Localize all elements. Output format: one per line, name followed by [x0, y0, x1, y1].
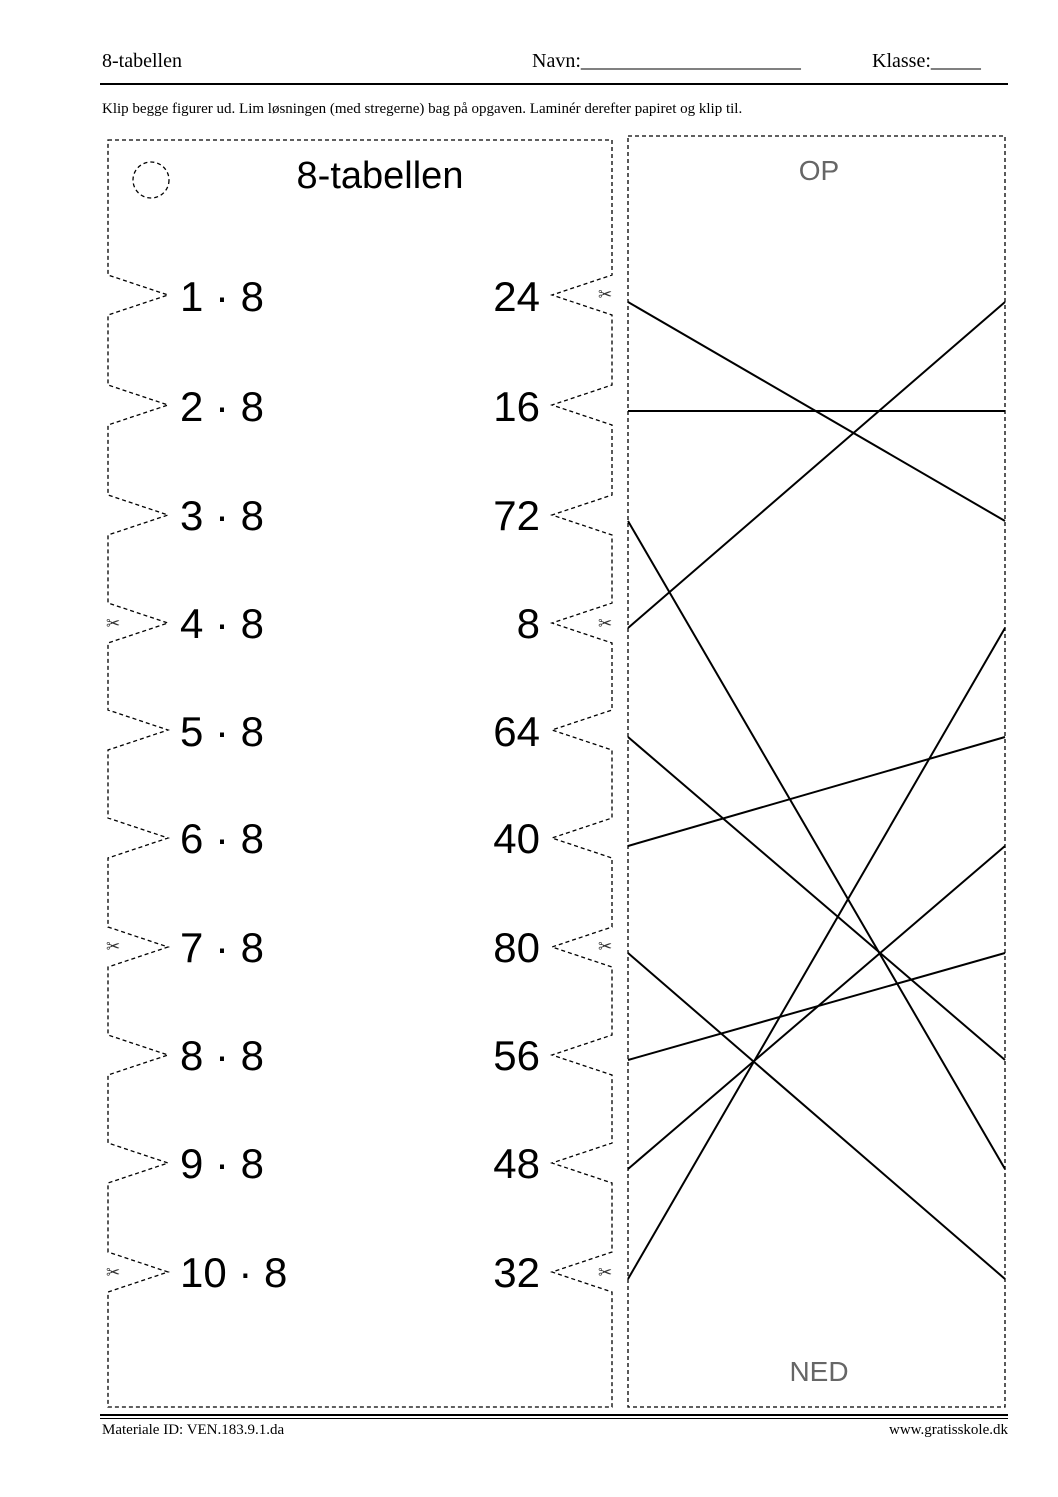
scissors-icon: ✂	[598, 937, 613, 956]
expression: 8 · 8	[180, 1032, 265, 1079]
solution-line	[628, 846, 1005, 1169]
website-link[interactable]: www.gratisskole.dk	[888, 1422, 1008, 1438]
answer: 72	[493, 492, 540, 539]
footer-rule-thin	[100, 1418, 1008, 1419]
answer: 8	[516, 600, 540, 647]
solution-bottom-label: NED	[789, 1356, 849, 1387]
expression: 3 · 8	[180, 492, 265, 539]
scissors-icon: ✂	[598, 1263, 613, 1282]
expression: 7 · 8	[180, 924, 265, 971]
solution-line	[628, 737, 1005, 846]
expression: 6 · 8	[180, 815, 265, 862]
material-id: Materiale ID: VEN.183.9.1.da	[102, 1422, 285, 1438]
footer-rule	[100, 1414, 1008, 1416]
expression: 2 · 8	[180, 383, 265, 430]
expression: 10 · 8	[180, 1249, 288, 1296]
answer: 64	[493, 708, 540, 755]
card-title: 8-tabellen	[296, 155, 464, 197]
answer: 16	[493, 383, 540, 430]
expression: 5 · 8	[180, 708, 265, 755]
solution-line	[628, 737, 1005, 1060]
solution-line	[628, 628, 1005, 1279]
expression: 1 · 8	[180, 273, 265, 320]
solution-line	[628, 953, 1005, 1279]
answer: 80	[493, 924, 540, 971]
answer: 48	[493, 1140, 540, 1187]
scissors-icon: ✂	[106, 614, 121, 633]
solution-line	[628, 302, 1005, 628]
answer: 32	[493, 1249, 540, 1296]
solution-lines	[628, 302, 1005, 1279]
answer: 24	[493, 273, 540, 320]
solution-line	[628, 521, 1005, 1169]
solution-top-label: OP	[798, 155, 840, 186]
answer: 56	[493, 1032, 540, 1079]
hole-circle-icon	[133, 162, 169, 198]
header-title: 8-tabellen	[102, 50, 182, 72]
class-field-label: Klasse:_____	[872, 50, 981, 72]
right-card-outline	[628, 136, 1005, 1407]
expression: 9 · 8	[180, 1140, 265, 1187]
scissors-icon: ✂	[106, 1263, 121, 1282]
instructions: Klip begge figurer ud. Lim løsningen (med stregerne) bag på opgaven. Laminér derefter papiret og klip til.	[102, 101, 743, 117]
name-field-label: Navn:______________________	[532, 50, 801, 72]
expression: 4 · 8	[180, 600, 265, 647]
scissors-icon: ✂	[598, 614, 613, 633]
scissors-icon: ✂	[106, 937, 121, 956]
scissors-icon: ✂	[598, 285, 613, 304]
answer: 40	[493, 815, 540, 862]
left-card-outline	[108, 140, 612, 1407]
